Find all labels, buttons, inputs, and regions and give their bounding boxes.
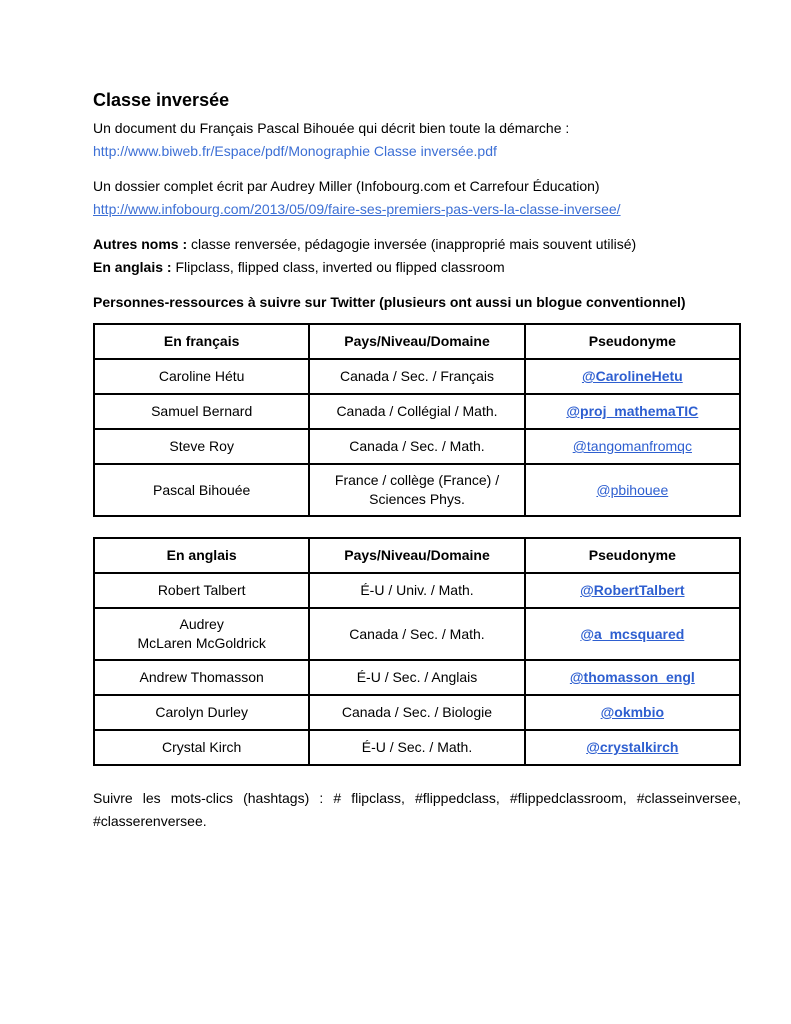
pseudonym-cell bbox=[525, 660, 740, 695]
twitter-handle-link[interactable]: @tangomanfromqc bbox=[572, 438, 692, 454]
pseudonym-cell bbox=[525, 359, 740, 394]
twitter-handle-link[interactable]: @RobertTalbert bbox=[580, 582, 685, 598]
country-level-domain: France / collège (France) / Sciences Phys. bbox=[309, 464, 524, 516]
person-name: Caroline Hétu bbox=[94, 359, 309, 394]
column-header: En anglais bbox=[94, 538, 309, 573]
person-name: Samuel Bernard bbox=[94, 394, 309, 429]
column-header: En français bbox=[94, 324, 309, 359]
en-anglais-label: En anglais : bbox=[93, 259, 176, 275]
aliases-paragraph bbox=[93, 233, 741, 279]
country-level-domain: Canada / Collégial / Math. bbox=[309, 394, 524, 429]
twitter-handle-link[interactable]: @okmbio bbox=[600, 704, 665, 720]
table-row bbox=[94, 695, 740, 730]
pseudonym-cell bbox=[525, 730, 740, 765]
person-name: Andrew Thomasson bbox=[94, 660, 309, 695]
twitter-table-english bbox=[93, 537, 741, 766]
pseudonym-cell bbox=[525, 695, 740, 730]
country-level-domain: É-U / Sec. / Anglais bbox=[309, 660, 524, 695]
table-row bbox=[94, 394, 740, 429]
table-row bbox=[94, 660, 740, 695]
country-level-domain: É-U / Univ. / Math. bbox=[309, 573, 524, 608]
en-anglais-value: Flipclass, flipped class, inverted ou flipped classroom bbox=[175, 259, 505, 275]
twitter-handle-link[interactable]: @thomasson_engl bbox=[569, 669, 695, 685]
twitter-handle-link[interactable]: @pbihouee bbox=[596, 481, 669, 498]
autres-noms-value: classe renversée, pédagogie inversée (inapproprié mais souvent utilisé) bbox=[191, 236, 637, 252]
document-page bbox=[93, 88, 741, 833]
column-header: Pays/Niveau/Domaine bbox=[309, 538, 524, 573]
header-row bbox=[94, 324, 740, 359]
pseudonym-cell bbox=[525, 429, 740, 464]
person-name: Crystal Kirch bbox=[94, 730, 309, 765]
intro-line-1: Un document du Français Pascal Bihouée qui décrit bien toute la démarche : bbox=[93, 120, 570, 136]
person-name: Pascal Bihouée bbox=[94, 464, 309, 516]
twitter-handle-link[interactable]: @a_mcsquared bbox=[580, 625, 685, 642]
hashtags-line-2: #classerenversee. bbox=[93, 813, 207, 829]
twitter-handle-link[interactable]: @crystalkirch bbox=[586, 739, 679, 755]
table-row bbox=[94, 359, 740, 394]
column-header: Pays/Niveau/Domaine bbox=[309, 324, 524, 359]
country-level-domain: É-U / Sec. / Math. bbox=[309, 730, 524, 765]
person-name: Steve Roy bbox=[94, 429, 309, 464]
hashtags-paragraph bbox=[93, 787, 741, 833]
autres-noms-label: Autres noms : bbox=[93, 236, 192, 252]
table-row bbox=[94, 573, 740, 608]
table-row bbox=[94, 429, 740, 464]
person-name: Audrey McLaren McGoldrick bbox=[94, 608, 309, 660]
twitter-handle-link[interactable]: @proj_mathemaTIC bbox=[566, 403, 699, 419]
pseudonym-cell bbox=[525, 464, 740, 516]
twitter-table-french bbox=[93, 323, 741, 517]
column-header: Pseudonyme bbox=[525, 538, 740, 573]
country-level-domain: Canada / Sec. / Math. bbox=[309, 608, 524, 660]
intro-paragraph-2 bbox=[93, 175, 741, 221]
intro-line-2: Un dossier complet écrit par Audrey Miller (Infobourg.com et Carrefour Éducation) bbox=[93, 178, 600, 194]
twitter-handle-link[interactable]: @CarolineHetu bbox=[581, 368, 683, 384]
monographie-pdf-link[interactable]: http://www.biweb.fr/Espace/pdf/Monographie Classe inversée.pdf bbox=[93, 143, 497, 159]
pseudonym-cell bbox=[525, 573, 740, 608]
infobourg-article-link[interactable]: http://www.infobourg.com/2013/05/09/faire-ses-premiers-pas-vers-la-classe-inversee/ bbox=[93, 201, 621, 217]
header-row bbox=[94, 538, 740, 573]
tables-heading: Personnes-ressources à suivre sur Twitter (plusieurs ont aussi un blogue conventionnel) bbox=[93, 294, 686, 310]
country-level-domain: Canada / Sec. / Français bbox=[309, 359, 524, 394]
pseudonym-cell bbox=[525, 608, 740, 660]
column-header: Pseudonyme bbox=[525, 324, 740, 359]
person-name: Robert Talbert bbox=[94, 573, 309, 608]
table-row bbox=[94, 464, 740, 516]
hashtags-line-1: Suivre les mots-clics (hashtags) : # flipclass, #flippedclass, #flippedclassroom, #classeinversee, bbox=[93, 790, 741, 806]
table-row bbox=[94, 608, 740, 660]
person-name: Carolyn Durley bbox=[94, 695, 309, 730]
country-level-domain: Canada / Sec. / Biologie bbox=[309, 695, 524, 730]
pseudonym-cell bbox=[525, 394, 740, 429]
page-title: Classe inversée bbox=[93, 90, 230, 110]
table-row bbox=[94, 730, 740, 765]
intro-paragraph-1 bbox=[93, 117, 741, 163]
country-level-domain: Canada / Sec. / Math. bbox=[309, 429, 524, 464]
